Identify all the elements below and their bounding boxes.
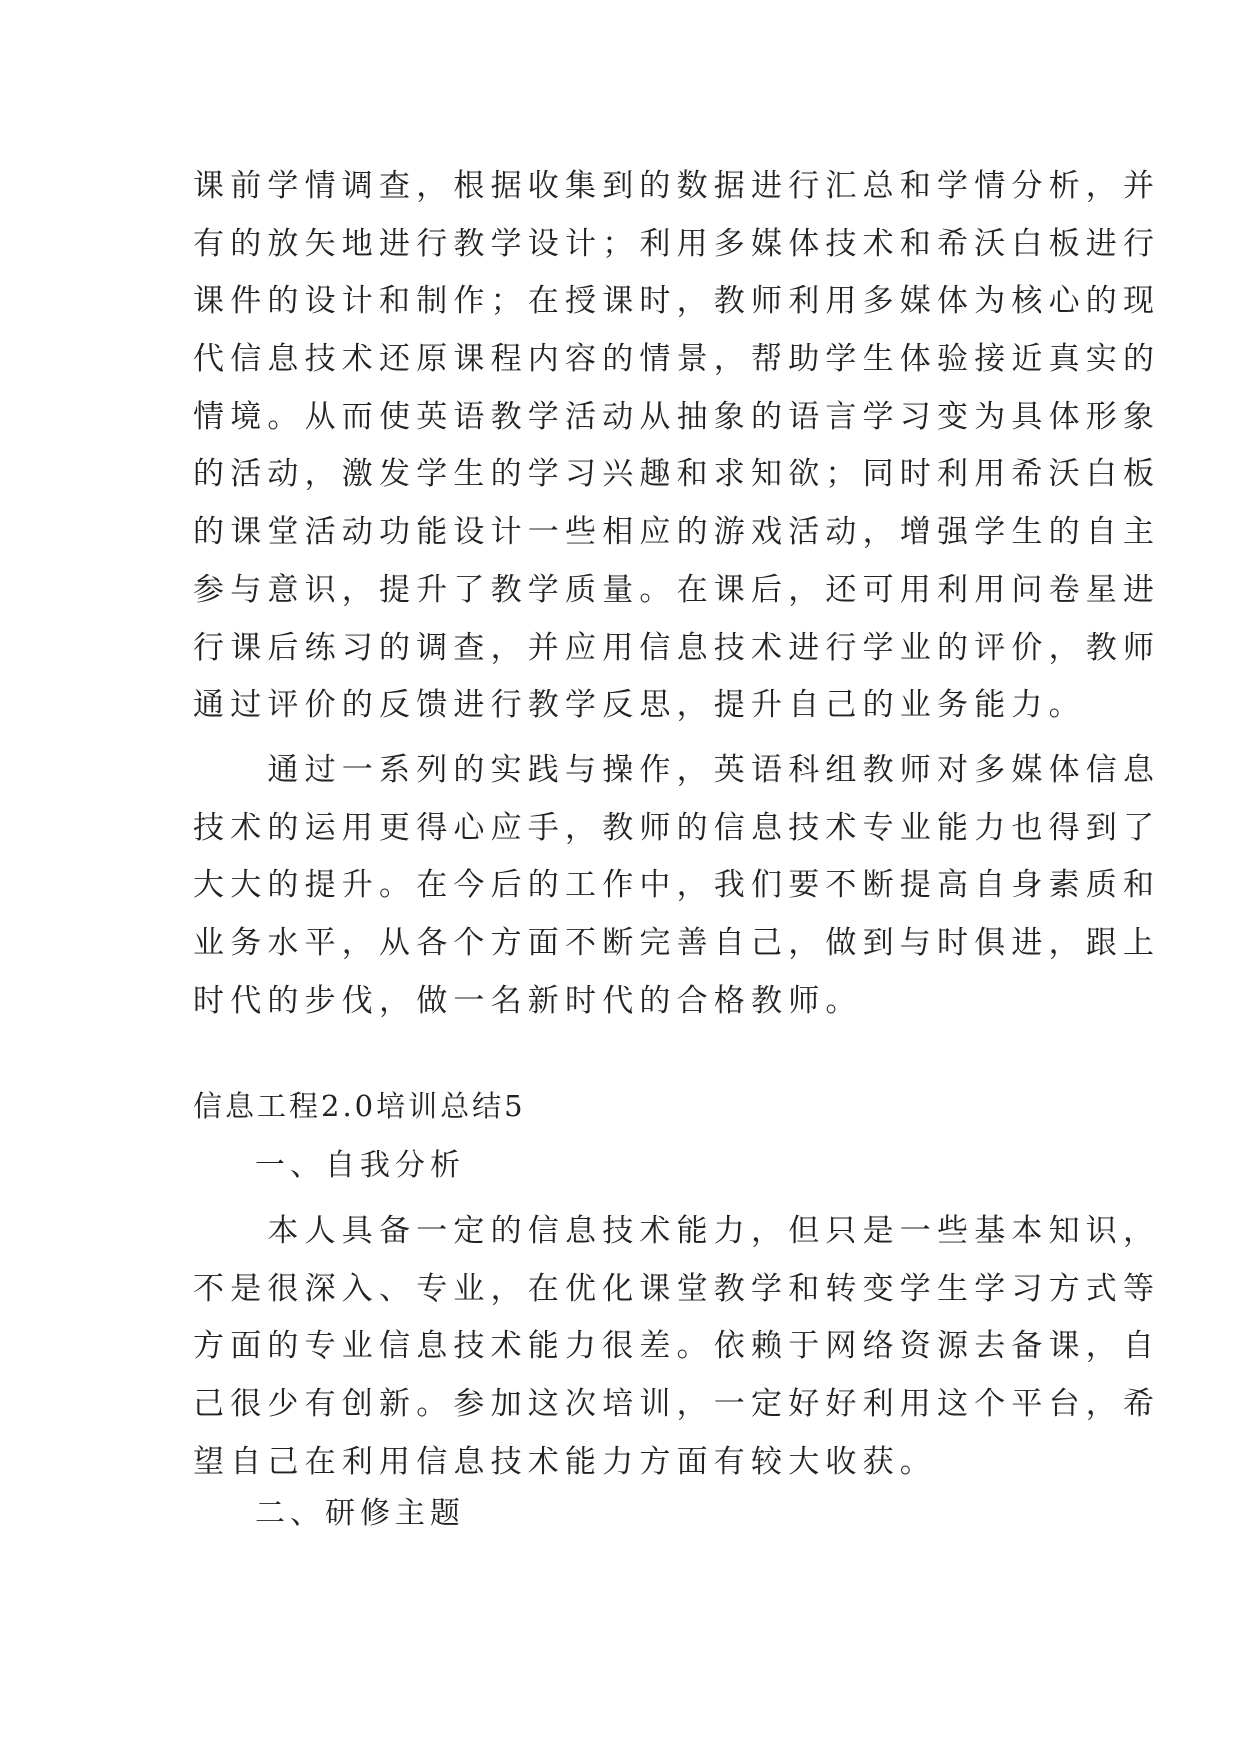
paragraph-conclusion xyxy=(193,742,1161,1030)
paragraph-line: 己很少有创新。参加这次培训，一定好好利用这个平台，希 xyxy=(193,1386,1161,1423)
paragraph-line: 不是很深入、专业，在优化课堂教学和转变学生学习方式等 xyxy=(193,1270,1161,1307)
paragraph-line: 技术的运用更得心应手，教师的信息技术专业能力也得到了 xyxy=(193,809,1161,846)
paragraph-line: 方面的专业信息技术能力很差。依赖于网络资源去备课，自 xyxy=(193,1328,1161,1365)
paragraph-self-analysis xyxy=(193,1203,1161,1491)
subheading-research-theme: 二、研修主题 xyxy=(255,1496,465,1531)
paragraph-line: 大大的提升。在今后的工作中，我们要不断提高自身素质和 xyxy=(193,867,1161,904)
paragraph-line: 代信息技术还原课程内容的情景，帮助学生体验接近真实的 xyxy=(193,341,1161,378)
paragraph-line: 行课后练习的调查，并应用信息技术进行学业的评价，教师 xyxy=(193,629,1161,666)
paragraph-line: 情境。从而使英语教学活动从抽象的语言学习变为具体形象 xyxy=(193,398,1161,435)
paragraph-line: 有的放矢地进行教学设计；利用多媒体技术和希沃白板进行 xyxy=(193,225,1161,262)
paragraph-line: 参与意识，提升了教学质量。在课后，还可用利用问卷星进 xyxy=(193,571,1161,608)
paragraph-line: 通过一系列的实践与操作，英语科组教师对多媒体信息 xyxy=(193,752,1161,788)
paragraph-line: 课前学情调查，根据收集到的数据进行汇总和学情分析，并 xyxy=(193,168,1161,204)
paragraph-line: 时代的步伐，做一名新时代的合格教师。 xyxy=(193,982,863,1019)
paragraph-line: 望自己在利用信息技术能力方面有较大收获。 xyxy=(193,1443,937,1480)
paragraph-line: 通过评价的反馈进行教学反思，提升自己的业务能力。 xyxy=(193,687,1086,724)
paragraph-line: 的活动，激发学生的学习兴趣和求知欲；同时利用希沃白板 xyxy=(193,456,1161,493)
section-title: 信息工程2.0培训总结5 xyxy=(193,1089,526,1123)
paragraph-line: 业务水平，从各个方面不断完善自己，做到与时俱进，跟上 xyxy=(193,925,1161,962)
paragraph-line: 的课堂活动功能设计一些相应的游戏活动，增强学生的自主 xyxy=(193,514,1161,551)
paragraph-line: 课件的设计和制作；在授课时，教师利用多媒体为核心的现 xyxy=(193,283,1161,320)
paragraph-continued xyxy=(193,158,1161,735)
paragraph-line: 本人具备一定的信息技术能力，但只是一些基本知识， xyxy=(193,1213,1161,1249)
subheading-self-analysis: 一、自我分析 xyxy=(255,1148,465,1183)
